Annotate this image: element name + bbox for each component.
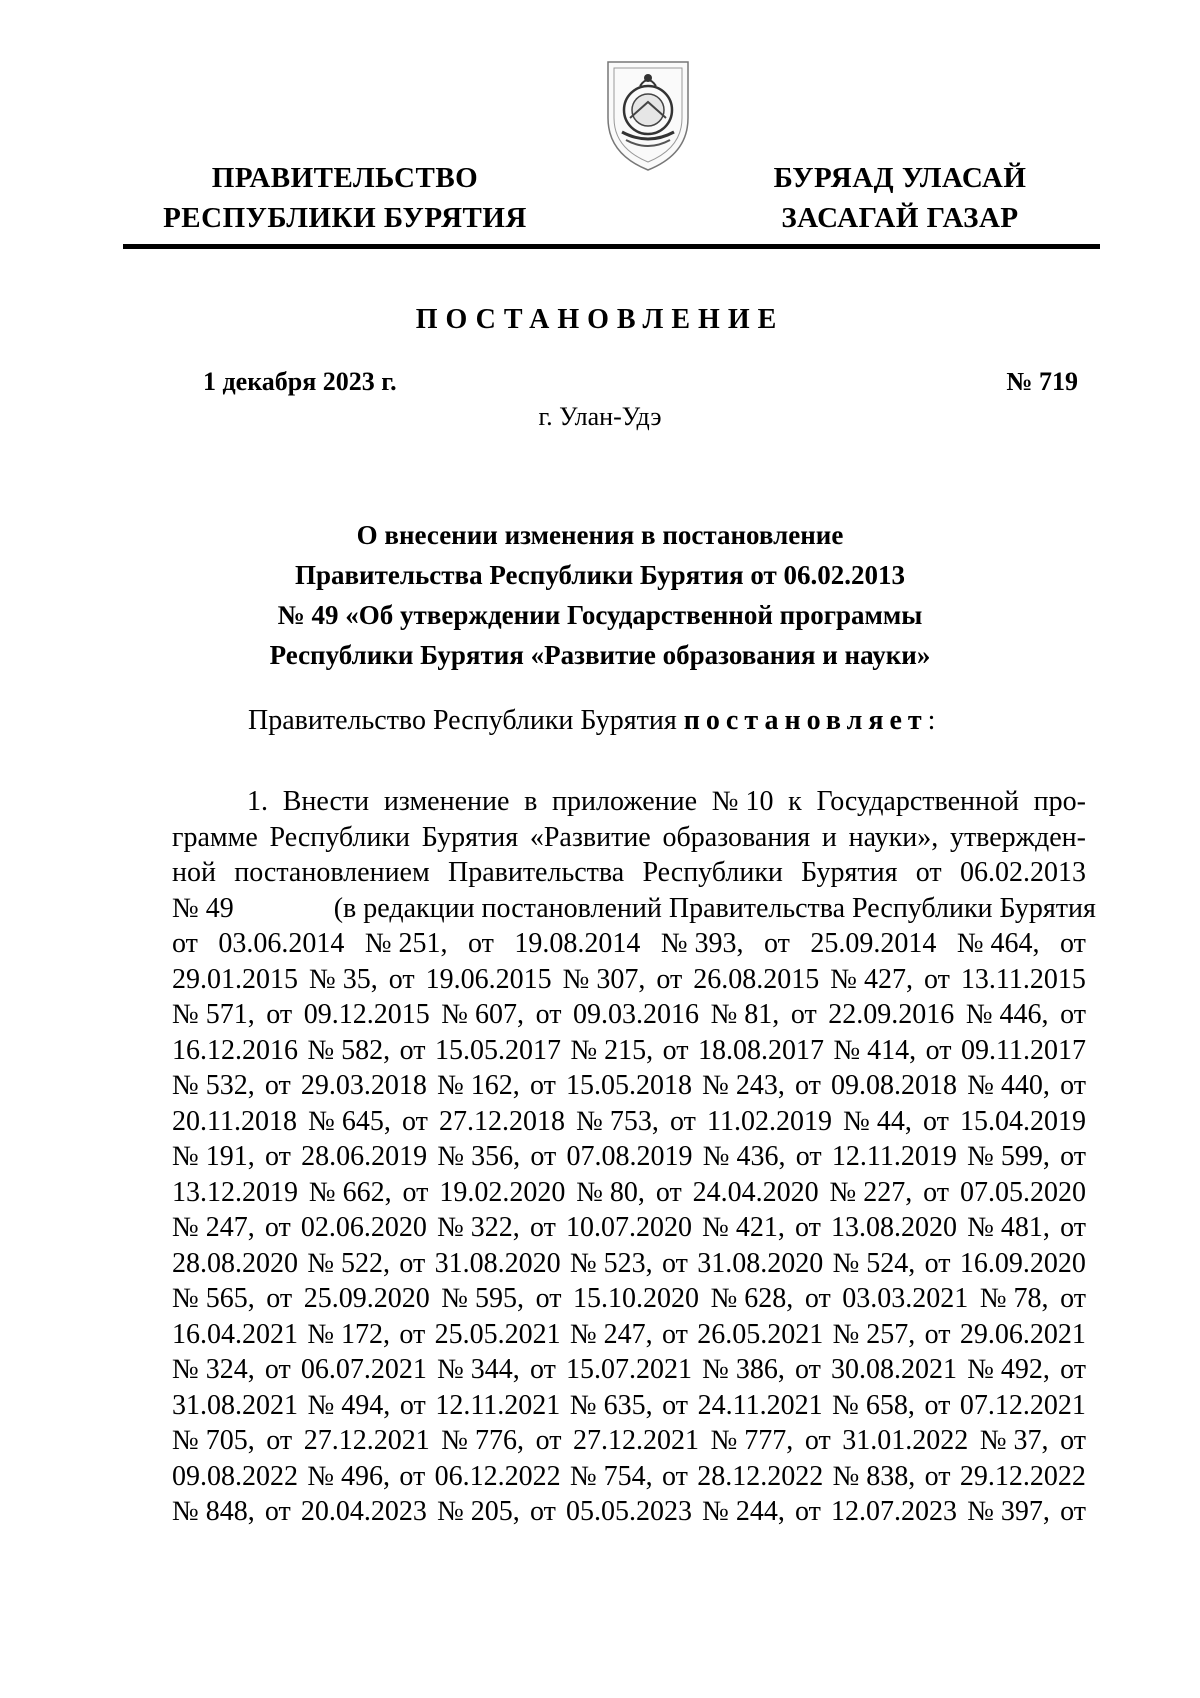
body-word: от	[1060, 999, 1086, 1030]
body-line	[172, 784, 1086, 820]
body-word: Бурятия	[421, 821, 519, 853]
body-word: 07.05.2020	[959, 1176, 1086, 1208]
body-word: № 705,	[172, 1425, 255, 1456]
body-text	[172, 784, 1096, 1530]
body-word: № 215,	[570, 1034, 654, 1066]
preamble-text: Правительство Республики Бурятия	[248, 705, 677, 736]
body-word: от	[529, 1070, 556, 1101]
body-word: № 524,	[832, 1247, 916, 1279]
body-word: от	[264, 1070, 291, 1101]
body-word: от	[1060, 1496, 1086, 1527]
body-word: от	[656, 963, 683, 995]
body-word: от	[923, 1176, 950, 1208]
body-word: 11.02.2019	[707, 1105, 832, 1137]
body-word: 26.08.2015	[693, 963, 820, 995]
body-word: от	[1060, 1212, 1086, 1243]
body-word: 13.12.2019	[172, 1176, 298, 1208]
body-word: 09.11.2017	[961, 1034, 1086, 1066]
body-line	[172, 1281, 1086, 1317]
body-word: № 645,	[308, 1105, 391, 1137]
body-word: в	[524, 786, 538, 817]
body-word: № 464,	[956, 928, 1040, 959]
body-word: от	[529, 1354, 556, 1385]
body-word: 12.07.2023	[831, 1496, 958, 1527]
body-word: Правительства	[447, 857, 625, 888]
body-word: от	[264, 1141, 291, 1172]
body-line	[172, 1033, 1086, 1069]
body-word: 27.12.2021	[303, 1425, 430, 1456]
body-word: 07.12.2021	[959, 1389, 1086, 1421]
body-line	[172, 1317, 1086, 1353]
body-word: № 162,	[437, 1070, 520, 1101]
body-word: от	[795, 1141, 822, 1172]
body-word: от	[925, 1034, 952, 1066]
body-word: от	[662, 1389, 689, 1421]
body-word: от	[264, 1212, 291, 1243]
body-word: 16.09.2020	[959, 1247, 1086, 1279]
body-word: изменение	[383, 786, 510, 817]
body-word: № 205,	[437, 1496, 520, 1527]
body-word: № 227,	[829, 1176, 913, 1208]
body-word: 10.07.2020	[565, 1212, 692, 1243]
body-word: № 436,	[702, 1141, 786, 1172]
body-word: 06.12.2022	[434, 1460, 561, 1492]
body-line	[172, 1246, 1086, 1282]
body-word: № 247,	[172, 1212, 255, 1243]
body-word: № 628,	[710, 1283, 794, 1314]
body-word: 1.	[247, 786, 268, 817]
body-word: от	[399, 1318, 426, 1350]
document-type: ПОСТАНОВЛЕНИЕ	[415, 304, 785, 335]
body-word: 28.08.2020	[172, 1247, 298, 1279]
body-word: от	[915, 857, 942, 888]
body-line	[172, 820, 1086, 856]
body-word: от	[388, 963, 415, 995]
body-word: от	[804, 1425, 831, 1456]
body-word: от	[1060, 1425, 1086, 1456]
body-word: от	[529, 1212, 556, 1243]
body-line	[172, 997, 1086, 1033]
body-word: 15.05.2017	[435, 1034, 561, 1066]
body-word: к	[788, 786, 802, 817]
body-word: утвержден-	[949, 821, 1086, 853]
body-word: № 481,	[967, 1212, 1050, 1243]
body-word: 13.11.2015	[960, 963, 1086, 995]
body-word: от	[1060, 928, 1086, 959]
body-word: 13.08.2020	[831, 1212, 958, 1243]
body-line	[172, 1352, 1086, 1388]
body-line	[172, 891, 1096, 927]
body-word: от	[922, 1105, 949, 1137]
body-word: 16.12.2016	[172, 1034, 298, 1066]
body-word: № 307,	[562, 963, 646, 995]
body-word: № 322,	[437, 1212, 520, 1243]
title-line: № 49 «Об утверждении Государственной программы	[277, 600, 923, 630]
body-word: от	[1060, 1283, 1086, 1314]
body-word: 02.06.2020	[300, 1212, 427, 1243]
body-word: от	[924, 1318, 951, 1350]
body-word: 03.03.2021	[842, 1283, 969, 1314]
body-word: Государственной	[816, 786, 1019, 817]
body-line	[172, 1459, 1086, 1495]
body-word: 09.08.2018	[831, 1070, 958, 1101]
body-word: от	[266, 1425, 293, 1456]
title-line: О внесении изменения в постановление	[356, 520, 844, 550]
body-word: приложение	[552, 786, 698, 817]
body-word: 19.06.2015	[425, 963, 552, 995]
body-word: 19.02.2020	[439, 1176, 566, 1208]
body-word: про-	[1033, 786, 1086, 817]
body-word: 25.05.2021	[434, 1318, 561, 1350]
buryatia-coat-of-arms-icon	[600, 56, 696, 174]
body-word: № 324,	[172, 1354, 255, 1385]
body-word: № 848,	[172, 1496, 255, 1527]
header-left-line1: ПРАВИТЕЛЬСТВО	[211, 162, 479, 194]
header-left	[150, 158, 540, 238]
body-word: от	[669, 1105, 696, 1137]
body-word: от	[402, 1176, 429, 1208]
body-word: № 494,	[307, 1389, 391, 1421]
body-word: № 172,	[307, 1318, 391, 1350]
body-word: 31.08.2020	[434, 1247, 561, 1279]
body-word: от	[399, 1460, 426, 1492]
body-word: от	[535, 999, 562, 1030]
body-word: ной	[172, 857, 216, 888]
header-right-line1: БУРЯАД УЛАСАЙ	[773, 162, 1027, 194]
body-word: «Развитие	[529, 821, 651, 853]
body-word: от	[399, 1389, 426, 1421]
body-word: № 386,	[702, 1354, 785, 1385]
body-word: № 243,	[702, 1070, 785, 1101]
body-word: 30.08.2021	[831, 1354, 958, 1385]
body-word: 31.08.2020	[697, 1247, 824, 1279]
body-word: № 532,	[172, 1070, 255, 1101]
body-word: № 37,	[979, 1425, 1049, 1456]
body-line	[172, 855, 1086, 891]
body-word: № 414,	[833, 1034, 917, 1066]
body-word: № 397,	[967, 1496, 1050, 1527]
body-word: № 658,	[832, 1389, 915, 1421]
body-line	[172, 1104, 1086, 1140]
body-word: от	[924, 1460, 951, 1492]
body-word: от	[662, 1247, 688, 1279]
body-word: 28.12.2022	[697, 1460, 824, 1492]
body-word: № 446,	[965, 999, 1049, 1030]
body-word: № 838,	[832, 1460, 916, 1492]
body-word: № 244,	[702, 1496, 785, 1527]
body-word: Внести	[282, 786, 370, 817]
body-word: № 599,	[967, 1141, 1050, 1172]
preamble	[248, 705, 935, 737]
body-word: от	[924, 963, 950, 995]
body-word: 15.07.2021	[565, 1354, 692, 1385]
body-word: 18.08.2017	[698, 1034, 824, 1066]
body-word: № 251,	[364, 928, 448, 959]
body-word: 25.09.2014	[810, 928, 937, 959]
body-word: от	[530, 1141, 557, 1172]
body-line	[172, 926, 1086, 962]
body-word: 20.04.2023	[300, 1496, 427, 1527]
header-right-line2: ЗАСАГАЙ ГАЗАР	[781, 202, 1019, 234]
document-date: 1 декабря 2023 г.	[203, 367, 397, 396]
body-word: от	[795, 1354, 821, 1385]
body-word: 20.11.2018	[172, 1105, 297, 1137]
body-word: от	[795, 1070, 821, 1101]
document-number: № 719	[1006, 367, 1078, 396]
body-line	[172, 1068, 1086, 1104]
body-word: № 662,	[308, 1176, 392, 1208]
body-line	[172, 1423, 1086, 1459]
body-word: № 44,	[843, 1105, 912, 1137]
title-line: Правительства Республики Бурятия от 06.02.2013	[294, 560, 906, 590]
body-word: от	[266, 1283, 293, 1314]
body-word: и	[821, 821, 837, 853]
body-word: 29.12.2022	[959, 1460, 1086, 1492]
body-word: 25.09.2020	[303, 1283, 430, 1314]
body-word: № 777,	[710, 1425, 794, 1456]
body-word: от	[804, 1283, 831, 1314]
body-word: (в редакции постановлений Правительства Республики Бурятия	[333, 892, 1096, 924]
body-word: 12.11.2019	[831, 1141, 957, 1172]
body-word: от	[924, 1389, 951, 1421]
body-word: от	[1060, 1141, 1086, 1172]
body-word: 27.12.2021	[573, 1425, 699, 1456]
header-left-line2: РЕСПУБЛИКИ БУРЯТИЯ	[163, 202, 527, 234]
body-word: № 582,	[307, 1034, 391, 1066]
body-word: 24.04.2020	[692, 1176, 819, 1208]
body-word: № 753,	[576, 1105, 659, 1137]
body-word: № 191,	[172, 1141, 255, 1172]
body-word: от	[172, 928, 198, 959]
body-word: № 78,	[979, 1283, 1049, 1314]
body-word: 28.06.2019	[301, 1141, 428, 1172]
body-word: 24.11.2021	[697, 1389, 823, 1421]
document-city: г. Улан-Удэ	[538, 402, 662, 431]
body-word: № 49	[172, 892, 234, 924]
body-line	[172, 962, 1086, 998]
header-divider	[123, 244, 1100, 249]
body-word: 29.01.2015	[172, 963, 298, 995]
body-word: № 492,	[967, 1354, 1050, 1385]
body-line	[172, 1494, 1086, 1530]
body-word: от	[795, 1212, 821, 1243]
body-word: от	[401, 1105, 428, 1137]
body-word: 26.05.2021	[697, 1318, 824, 1350]
body-word: 27.12.2018	[438, 1105, 565, 1137]
body-word: 15.05.2018	[565, 1070, 692, 1101]
body-word: № 571,	[172, 999, 255, 1030]
body-word: № 247,	[569, 1318, 653, 1350]
body-word: 09.03.2016	[573, 999, 699, 1030]
body-word: Бурятия	[801, 857, 898, 888]
body-word: от	[399, 1247, 426, 1279]
body-word: № 421,	[702, 1212, 785, 1243]
body-word: № 35,	[309, 963, 378, 995]
body-word: от	[662, 1034, 689, 1066]
body-word: от	[266, 999, 293, 1030]
body-word: 16.04.2021	[172, 1318, 298, 1350]
body-word: № 344,	[437, 1354, 520, 1385]
body-word: 12.11.2021	[435, 1389, 561, 1421]
body-word: № 10	[711, 786, 774, 817]
body-word: 07.08.2019	[566, 1141, 693, 1172]
body-word: № 522,	[307, 1247, 391, 1279]
body-word: от	[264, 1354, 291, 1385]
body-word: от	[795, 1496, 821, 1527]
body-word: № 393,	[660, 928, 744, 959]
body-word: 22.09.2016	[828, 999, 955, 1030]
body-word: № 565,	[172, 1283, 255, 1314]
body-word: Республики	[642, 857, 783, 888]
body-word: 09.08.2022	[172, 1460, 298, 1492]
body-word: 15.04.2019	[959, 1105, 1086, 1137]
body-word: № 776,	[441, 1425, 524, 1456]
body-word: 09.12.2015	[303, 999, 430, 1030]
body-word: науки»,	[848, 821, 939, 853]
body-line	[172, 1388, 1086, 1424]
body-word: 06.07.2021	[300, 1354, 427, 1385]
body-word: № 635,	[569, 1389, 653, 1421]
body-word: Республики	[269, 821, 410, 853]
body-word: 15.10.2020	[573, 1283, 699, 1314]
body-word: № 257,	[832, 1318, 916, 1350]
body-word: № 754,	[569, 1460, 653, 1492]
body-word: № 440,	[967, 1070, 1050, 1101]
body-word: от	[264, 1496, 291, 1527]
document-title	[150, 515, 1050, 675]
body-word: от	[535, 1283, 562, 1314]
body-line	[172, 1175, 1086, 1211]
preamble-end: :	[927, 705, 936, 736]
body-line	[172, 1210, 1086, 1246]
body-word: № 523,	[569, 1247, 653, 1279]
body-word: № 496,	[307, 1460, 391, 1492]
body-word: от	[529, 1496, 556, 1527]
body-word: 29.06.2021	[959, 1318, 1086, 1350]
body-word: № 427,	[830, 963, 914, 995]
body-line	[172, 1139, 1086, 1175]
body-word: постановлением	[234, 857, 430, 888]
body-word: образования	[662, 821, 811, 853]
body-word: № 607,	[441, 999, 524, 1030]
body-word: от	[1060, 1070, 1086, 1101]
body-word: от	[468, 928, 494, 959]
body-word: № 356,	[437, 1141, 521, 1172]
body-word: 05.05.2023	[565, 1496, 692, 1527]
body-word: 29.03.2018	[300, 1070, 427, 1101]
body-word: № 80,	[576, 1176, 645, 1208]
body-word: от	[924, 1247, 951, 1279]
preamble-emphasis: постановляет	[683, 705, 928, 736]
body-word: от	[399, 1034, 426, 1066]
body-word: № 595,	[441, 1283, 524, 1314]
body-word: от	[655, 1176, 682, 1208]
body-word: от	[764, 928, 790, 959]
body-word: от	[662, 1318, 688, 1350]
body-word: от	[662, 1460, 688, 1492]
body-word: 31.08.2021	[172, 1389, 298, 1421]
body-word: от	[790, 999, 817, 1030]
header-right	[735, 158, 1065, 238]
body-word: грамме	[172, 821, 258, 853]
body-word: от	[535, 1425, 562, 1456]
title-line: Республики Бурятия «Развитие образования и науки»	[269, 640, 931, 670]
body-word: 03.06.2014	[218, 928, 345, 959]
body-word: 31.01.2022	[842, 1425, 969, 1456]
body-word: № 81,	[710, 999, 780, 1030]
body-word: 19.08.2014	[514, 928, 641, 959]
body-word: от	[1060, 1354, 1086, 1385]
body-word: 06.02.2013	[959, 857, 1086, 888]
